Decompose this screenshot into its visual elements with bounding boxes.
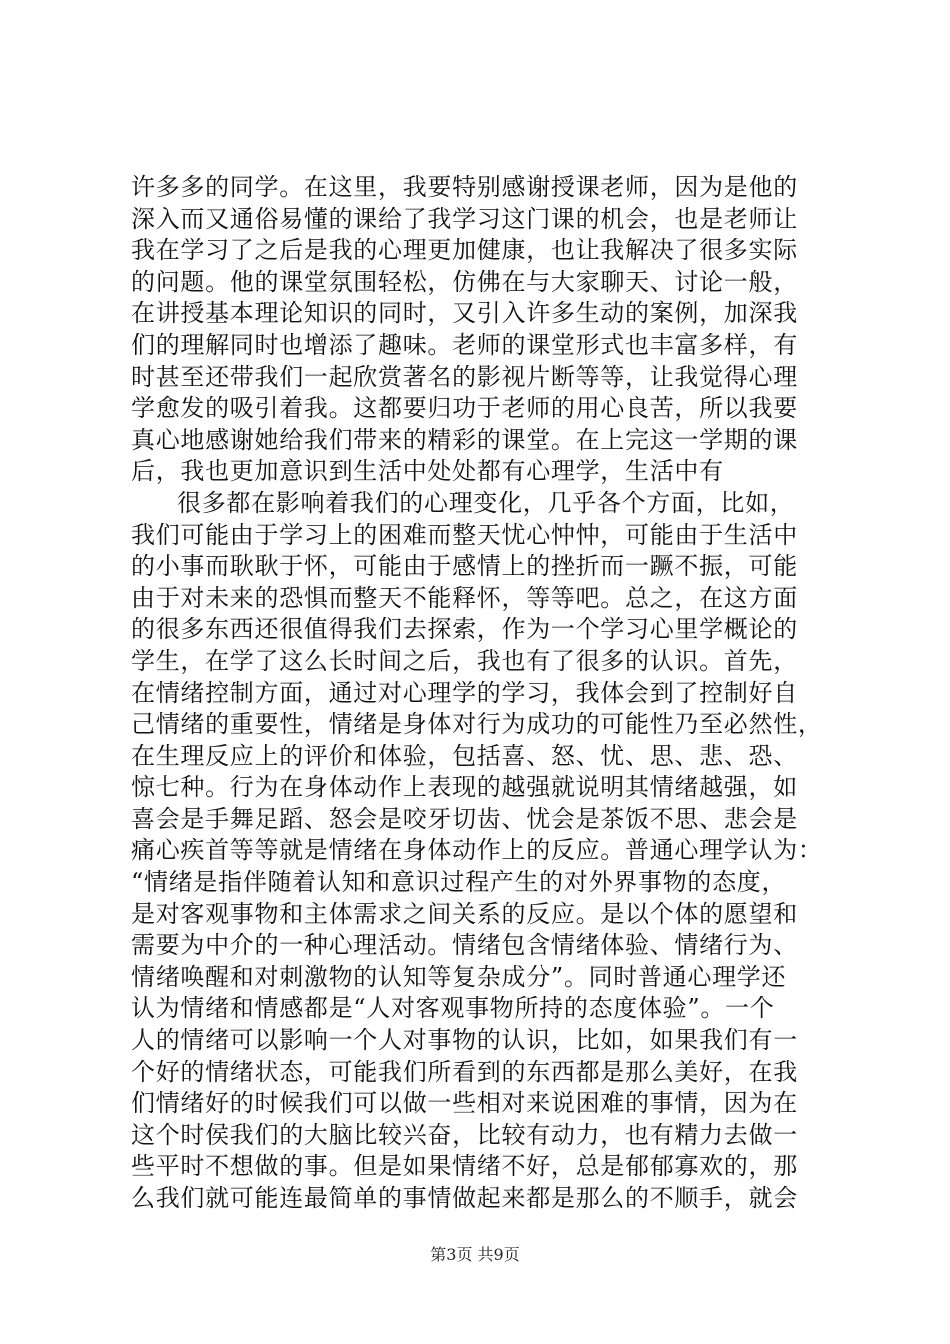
- text-line: 喜会是手舞足蹈、怒会是咬牙切齿、忧会是茶饭不思、悲会是: [131, 804, 798, 833]
- document-body: [131, 172, 831, 1215]
- text-line: 己情绪的重要性，情绪是身体对行为成功的可能性乃至必然性，: [131, 710, 823, 739]
- text-line: 认为情绪和情感都是“人对客观事物所持的态度体验”。一个: [131, 994, 775, 1023]
- text-line: 痛心疾首等等就是情绪在身体动作上的反应。普通心理学认为：: [131, 836, 823, 865]
- text-line: 的很多东西还很值得我们去探索，作为一个学习心里学概论的: [131, 615, 798, 644]
- text-line: 这个时侯我们的大脑比较兴奋，比较有动力，也有精力去做一: [131, 1120, 798, 1149]
- text-line: 人的情绪可以影响一个人对事物的认识，比如，如果我们有一: [131, 1026, 798, 1055]
- text-line: 们情绪好的时候我们可以做一些相对来说困难的事情，因为在: [131, 1089, 798, 1118]
- text-line: 惊七种。行为在身体动作上表现的越强就说明其情绪越强，如: [131, 773, 798, 802]
- text-line: 是对客观事物和主体需求之间关系的反应。是以个体的愿望和: [131, 899, 798, 928]
- text-line: 后，我也更加意识到生活中处处都有心理学，生活中有: [131, 457, 724, 486]
- text-line: 个好的情绪状态，可能我们所看到的东西都是那么美好，在我: [131, 1057, 798, 1086]
- text-line: 需要为中介的一种心理活动。情绪包含情绪体验、情绪行为、: [131, 931, 798, 960]
- text-line: 我们可能由于学习上的困难而整天忧心忡忡，可能由于生活中: [131, 520, 798, 549]
- text-line: 时甚至还带我们一起欣赏著名的影视片断等等，让我觉得心理: [131, 362, 798, 391]
- text-line: 些平时不想做的事。但是如果情绪不好，总是郁郁寡欢的，那: [131, 1152, 798, 1181]
- text-line: 在讲授基本理论知识的同时，又引入许多生动的案例，加深我: [131, 299, 798, 328]
- text-line: “情绪是指伴随着认知和意识过程产生的对外界事物的态度，: [131, 868, 787, 897]
- text-line: 学愈发的吸引着我。这都要归功于老师的用心良苦，所以我要: [131, 394, 798, 423]
- text-line: 真心地感谢她给我们带来的精彩的课堂。在上完这一学期的课: [131, 425, 798, 454]
- text-line: 的小事而耿耿于怀，可能由于感情上的挫折而一蹶不振，可能: [131, 552, 798, 581]
- text-line: 的问题。他的课堂氛围轻松，仿佛在与大家聊天、讨论一般，: [131, 267, 798, 296]
- text-line: 很多都在影响着我们的心理变化，几乎各个方面，比如，: [177, 488, 795, 517]
- text-line: 由于对未来的恐惧而整天不能释怀，等等吧。总之，在这方面: [131, 583, 798, 612]
- text-line: 们的理解同时也增添了趣味。老师的课堂形式也丰富多样，有: [131, 330, 798, 359]
- text-line: 情绪唤醒和对刺激物的认知等复杂成分”。同时普通心理学还: [131, 962, 787, 991]
- text-line: 学生，在学了这么长时间之后，我也有了很多的认识。首先，: [131, 646, 798, 675]
- text-line: 在生理反应上的评价和体验，包括喜、怒、忧、思、悲、恐、: [131, 741, 798, 770]
- text-line: 我在学习了之后是我的心理更加健康，也让我解决了很多实际: [131, 236, 798, 265]
- text-line: 许多多的同学。在这里，我要特别感谢授课老师，因为是他的: [131, 173, 798, 201]
- page-footer: 第3页 共9页: [430, 1245, 520, 1264]
- text-line: 么我们就可能连最简单的事情做起来都是那么的不顺手，就会: [131, 1184, 798, 1212]
- text-line: 深入而又通俗易懂的课给了我学习这门课的机会，也是老师让: [131, 204, 798, 233]
- text-line: 在情绪控制方面，通过对心理学的学习，我体会到了控制好自: [131, 678, 798, 707]
